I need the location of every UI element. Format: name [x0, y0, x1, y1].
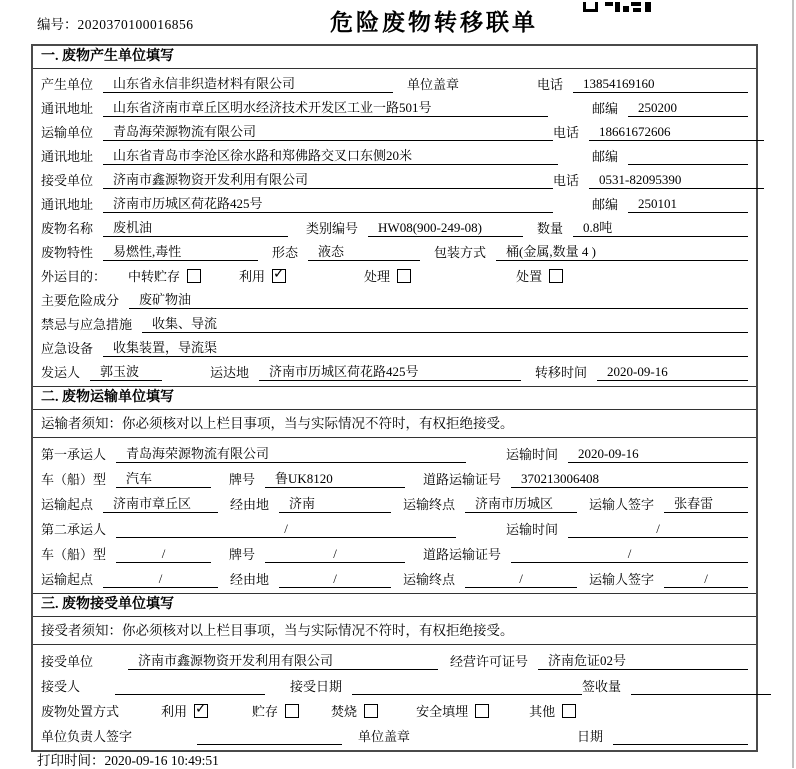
disposal-store-label: 贮存: [252, 704, 279, 719]
taboo-measures-row: [41, 311, 748, 335]
purpose-treat-checkbox: [397, 269, 411, 283]
shipper-value: 郭玉波: [90, 361, 162, 381]
shipper-row: [41, 359, 748, 383]
transporter-phone-value: 18661672606: [589, 124, 764, 141]
receiver-address-row: [41, 191, 748, 215]
disposal-other-checkbox: [562, 704, 576, 718]
taboo-measures-value: 收集、导流: [142, 313, 748, 333]
purpose-utilize-checkbox: [272, 269, 286, 283]
route2-sign-label: 运输人签字: [589, 572, 655, 587]
transporter-notice: 运输者须知：你必须核对以上栏目事项，当与实际情况不符时，有权拒绝接受。: [33, 410, 756, 438]
disposal-store-checkbox: [285, 704, 299, 718]
page-title: 危险废物转移联单: [330, 10, 538, 35]
receiver-zip-value: 250101: [628, 196, 748, 213]
waste-property-row: [41, 239, 748, 263]
packaging-value: 桶(金属,数量 4 ): [496, 241, 748, 261]
transfer-form-table: [31, 44, 758, 752]
waste-name-value: 废机油: [103, 217, 288, 237]
shipper-label: 发运人: [41, 365, 81, 380]
print-time-value: 2020-09-16 10:49:51: [104, 753, 219, 768]
plate1-label: 牌号: [229, 472, 256, 487]
disposal-option-store: [252, 701, 299, 720]
receiver-address-value: 济南市历城区荷花路425号: [103, 193, 553, 213]
acceptor-label: 接受人: [41, 679, 81, 694]
vehicle2-type-value: /: [116, 546, 211, 563]
waste-property-label: 废物特性: [41, 245, 94, 260]
route2-via-label: 经由地: [230, 572, 270, 587]
disposal-other-label: 其他: [529, 704, 556, 719]
transfer-purpose-row: [41, 263, 748, 287]
serial-number-line: [37, 13, 194, 33]
permit2-value: /: [511, 546, 748, 563]
first-carrier-value: 青岛海荣源物流有限公司: [116, 443, 466, 463]
producer-address-label: 通讯地址: [41, 101, 94, 116]
accept-date-value: [352, 694, 582, 695]
disposal-option-landfill: [416, 701, 489, 720]
receiver-row: [41, 167, 748, 191]
waste-form-label: 形态: [272, 245, 299, 260]
purpose-dispose-checkbox: [549, 269, 563, 283]
waste-qty-label: 数量: [537, 221, 564, 236]
first-carrier-row: [41, 440, 748, 465]
section3-body: [33, 645, 756, 750]
section1-body: [33, 69, 756, 386]
waste-name-row: [41, 215, 748, 239]
transport-time2-value: /: [568, 521, 748, 538]
disposal-landfill-checkbox: [475, 704, 489, 718]
section2-body: [33, 438, 756, 593]
transfer-purpose-label: 外运目的：: [41, 269, 107, 284]
responsible-signature-value: [197, 744, 342, 745]
second-carrier-value: /: [116, 521, 456, 538]
accept-date-label: 接受日期: [290, 679, 343, 694]
emergency-equipment-label: 应急设备: [41, 341, 94, 356]
qr-code-icon: [583, 0, 655, 16]
emergency-equipment-value: 收集装置，导流渠: [103, 337, 748, 357]
disposal-option-incinerate: [331, 701, 378, 720]
emergency-equipment-row: [41, 335, 748, 359]
accept-unit-row: [41, 647, 748, 672]
vehicle1-type-label: 车（船）型: [41, 472, 107, 487]
purpose-option-utilize: [239, 266, 286, 285]
receiver-phone-label: 电话: [553, 173, 580, 188]
receiver-label: 接受单位: [41, 173, 94, 188]
producer-value: 山东省永信非织造材料有限公司: [103, 73, 393, 93]
taboo-measures-label: 禁忌与应急措施: [41, 317, 133, 332]
receiver-zip-label: 邮编: [591, 197, 618, 212]
waste-form-value: 液态: [308, 241, 420, 261]
purpose-dispose-label: 处置: [516, 269, 543, 284]
producer-phone-value: 13854169160: [573, 76, 748, 93]
section1-header: 一. 废物产生单位填写: [33, 46, 756, 69]
purpose-utilize-label: 利用: [239, 269, 266, 284]
route1-sign-value: 张春雷: [664, 493, 748, 513]
route2-start-value: /: [103, 571, 218, 588]
accept-unit-label: 接受单位: [41, 654, 94, 669]
print-time-line: [37, 749, 219, 769]
transfer-time-label: 转移时间: [535, 365, 588, 380]
route1-start-label: 运输起点: [41, 497, 94, 512]
hazard-component-value: 废矿物油: [129, 289, 748, 309]
acceptor-row: [41, 672, 748, 697]
unit-stamp2-label: 单位盖章: [358, 729, 411, 744]
transport-time1-value: 2020-09-16: [568, 446, 748, 463]
print-time-label: 打印时间：: [37, 753, 105, 768]
route2-start-label: 运输起点: [41, 572, 94, 587]
transporter-zip-value: [628, 164, 748, 165]
purpose-option-storage: [128, 266, 201, 285]
vehicle1-type-value: 汽车: [116, 468, 211, 488]
transporter-label: 运输单位: [41, 125, 94, 140]
permit2-label: 道路运输证号: [423, 547, 502, 562]
producer-address-row: [41, 95, 748, 119]
vehicle1-row: [41, 465, 748, 490]
accept-unit-value: 济南市鑫源物资开发利用有限公司: [128, 650, 438, 670]
transporter-zip-label: 邮编: [591, 149, 618, 164]
producer-phone-label: 电话: [536, 77, 563, 92]
destination-label: 运达地: [210, 365, 250, 380]
producer-row: [41, 71, 748, 95]
license-label: 经营许可证号: [450, 654, 529, 669]
vehicle2-row: [41, 540, 748, 565]
purpose-option-dispose: [516, 266, 563, 285]
license-value: 济南危证02号: [538, 650, 748, 670]
permit1-value: 370213006408: [511, 471, 748, 488]
transport-time1-label: 运输时间: [505, 447, 558, 462]
route1-via-label: 经由地: [230, 497, 270, 512]
purpose-option-treat: [364, 266, 411, 285]
disposal-utilize-label: 利用: [161, 704, 188, 719]
producer-label: 产生单位: [41, 77, 94, 92]
responsible-signature-row: [41, 722, 748, 747]
transporter-address-row: [41, 143, 748, 167]
stamp-date-label: 日期: [576, 729, 603, 744]
transporter-value: 青岛海荣源物流有限公司: [103, 121, 553, 141]
serial-label: 编号：: [37, 17, 78, 32]
signed-qty-value: [631, 694, 771, 695]
route2-via-value: /: [279, 571, 391, 588]
purpose-storage-label: 中转贮存: [128, 269, 181, 284]
route1-via-value: 济南: [279, 493, 391, 513]
disposal-incinerate-label: 焚烧: [331, 704, 358, 719]
route2-end-label: 运输终点: [403, 572, 456, 587]
transporter-phone-label: 电话: [553, 125, 580, 140]
receiver-value: 济南市鑫源物资开发利用有限公司: [103, 169, 553, 189]
waste-qty-value: 0.8吨: [573, 217, 748, 237]
destination-value: 济南市历城区荷花路425号: [259, 361, 521, 381]
hazard-component-label: 主要危险成分: [41, 293, 120, 308]
disposal-option-utilize: [161, 701, 208, 720]
route1-end-value: 济南市历城区: [465, 493, 577, 513]
route2-sign-value: /: [664, 571, 748, 588]
page-edge-line: [792, 0, 794, 768]
transporter-address-label: 通讯地址: [41, 149, 94, 164]
responsible-signature-label: 单位负责人签字: [41, 729, 133, 744]
disposal-method-label: 废物处置方式: [41, 704, 120, 719]
acceptor-value: [115, 694, 265, 695]
disposal-landfill-label: 安全填埋: [416, 704, 469, 719]
disposal-method-row: [41, 697, 748, 722]
transporter-row: [41, 119, 748, 143]
plate1-value: 鲁UK8120: [265, 468, 405, 488]
route1-end-label: 运输终点: [403, 497, 456, 512]
waste-property-value: 易燃性,毒性: [103, 241, 258, 261]
vehicle2-type-label: 车（船）型: [41, 547, 107, 562]
hazard-component-row: [41, 287, 748, 311]
disposal-option-other: [529, 701, 576, 720]
section3-header: 三. 废物接受单位填写: [33, 593, 756, 617]
plate2-label: 牌号: [229, 547, 256, 562]
producer-address-value: 山东省济南市章丘区明水经济技术开发区工业一路501号: [103, 97, 548, 117]
purpose-treat-label: 处理: [364, 269, 391, 284]
waste-code-value: HW08(900-249-08): [368, 220, 523, 237]
purpose-storage-checkbox: [187, 269, 201, 283]
transport-time2-label: 运输时间: [505, 522, 558, 537]
producer-zip-value: 250200: [628, 100, 748, 117]
packaging-label: 包装方式: [434, 245, 487, 260]
unit-stamp-label: 单位盖章: [407, 77, 460, 92]
route1-start-value: 济南市章丘区: [103, 493, 218, 513]
first-carrier-label: 第一承运人: [41, 447, 107, 462]
transporter-address-value: 山东省青岛市李沧区徐水路和郑佛路交叉口东侧20米: [103, 145, 558, 165]
stamp-date-value: [613, 744, 748, 745]
route2-end-value: /: [465, 571, 577, 588]
transfer-time-value: 2020-09-16: [597, 364, 748, 381]
receiver-notice: 接受者须知：你必须核对以上栏目事项，当与实际情况不符时，有权拒绝接受。: [33, 617, 756, 645]
disposal-utilize-checkbox: [194, 704, 208, 718]
signed-qty-label: 签收量: [582, 679, 622, 694]
route1-row: [41, 490, 748, 515]
producer-zip-label: 邮编: [591, 101, 618, 116]
route2-row: [41, 565, 748, 590]
serial-value: 2020370100016856: [77, 17, 194, 32]
plate2-value: /: [265, 546, 405, 563]
second-carrier-label: 第二承运人: [41, 522, 107, 537]
receiver-phone-value: 0531-82095390: [589, 172, 764, 189]
route1-sign-label: 运输人签字: [589, 497, 655, 512]
receiver-address-label: 通讯地址: [41, 197, 94, 212]
waste-name-label: 废物名称: [41, 221, 94, 236]
section2-header: 二. 废物运输单位填写: [33, 386, 756, 410]
second-carrier-row: [41, 515, 748, 540]
permit1-label: 道路运输证号: [423, 472, 502, 487]
waste-code-label: 类别编号: [306, 221, 359, 236]
disposal-incinerate-checkbox: [364, 704, 378, 718]
